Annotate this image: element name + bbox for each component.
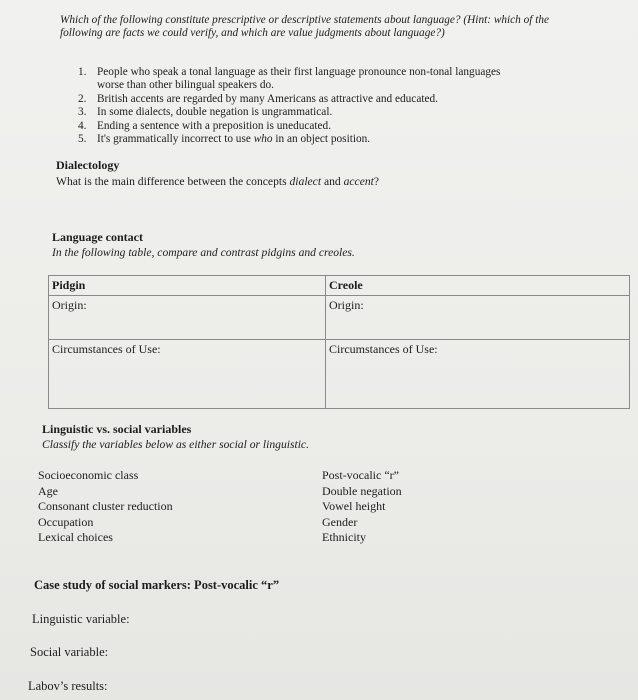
circumstances-label: Circumstances of Use: — [329, 342, 438, 356]
statement-text: People who speak a tonal language as their first language pronounce non-tonal languages — [97, 66, 501, 78]
case-study-heading: Case study of social markers: Post-vocalic “r” — [34, 578, 280, 592]
statement-text-italic: who — [253, 133, 273, 145]
list-item: Gender — [322, 514, 358, 529]
list-item: Consonant cluster reduction — [38, 499, 173, 513]
creole-circumstances-cell[interactable] — [326, 340, 630, 409]
statement-text: In some dialects, double negation is ungrammatical. — [97, 106, 333, 118]
list-item: Occupation — [38, 514, 94, 529]
item-number: 5. — [78, 133, 87, 145]
item-number: 4. — [78, 119, 87, 132]
list-item: Lexical choices — [38, 530, 113, 544]
list-item: Ethnicity — [322, 530, 366, 544]
list-item: Double negation — [322, 483, 402, 498]
statement-text: British accents are regarded by many Americans as attractive and educated. — [97, 92, 438, 105]
statement-list — [78, 66, 500, 147]
circumstances-label: Circumstances of Use: — [52, 342, 161, 356]
variables-left-list — [38, 468, 173, 546]
language-contact-heading: Language contact — [52, 230, 143, 244]
labov-results-label: Labov’s results: — [28, 679, 108, 693]
variables-right-list — [322, 468, 402, 546]
variables-heading: Linguistic vs. social variables — [42, 422, 192, 436]
dialectology-question — [56, 175, 379, 188]
pidgin-header: Pidgin — [49, 276, 326, 296]
term-accent: accent — [343, 175, 374, 188]
item-number: 2. — [78, 92, 87, 105]
list-item — [78, 66, 500, 92]
intro-question: Which of the following constitute prescriptive or descriptive statements about language? (Hint: which of the following are facts we could verify, and which are value judgments about language?) — [60, 14, 550, 39]
statement-text: It's grammatically incorrect to use — [97, 133, 254, 145]
creole-header: Creole — [326, 276, 630, 296]
list-item: Age — [38, 483, 58, 498]
origin-label: Origin: — [52, 298, 87, 312]
list-item — [78, 120, 500, 133]
statement-text: Ending a sentence with a preposition is uneducated. — [97, 119, 332, 132]
list-item — [78, 133, 500, 146]
language-contact-instruction: In the following table, compare and contrast pidgins and creoles. — [52, 246, 355, 259]
list-item: Socioeconomic class — [38, 468, 139, 482]
pidgin-creole-table — [48, 275, 630, 409]
linguistic-variable-label: Linguistic variable: — [32, 612, 130, 626]
creole-origin-cell[interactable] — [326, 296, 630, 340]
pidgin-circumstances-cell[interactable] — [49, 340, 326, 409]
item-number: 1. — [78, 66, 87, 78]
list-item: Vowel height — [322, 499, 386, 513]
social-variable-label: Social variable: — [30, 645, 109, 659]
item-number: 3. — [78, 106, 87, 118]
list-item — [78, 93, 500, 106]
statement-text-end: in an object position. — [272, 133, 371, 145]
term-dialect: dialect — [289, 175, 322, 188]
variables-instruction: Classify the variables below as either social or linguistic. — [42, 438, 309, 451]
list-item: Post-vocalic “r” — [322, 468, 399, 482]
pidgin-origin-cell[interactable] — [49, 296, 326, 340]
question-text: What is the main difference between the concepts — [56, 175, 290, 188]
question-mark: ? — [373, 175, 380, 188]
dialectology-heading: Dialectology — [56, 158, 120, 172]
origin-label: Origin: — [329, 298, 364, 312]
statement-text-continued: worse than other bilingual speakers do. — [97, 79, 274, 91]
question-text-mid: and — [321, 175, 344, 188]
list-item — [78, 106, 500, 119]
